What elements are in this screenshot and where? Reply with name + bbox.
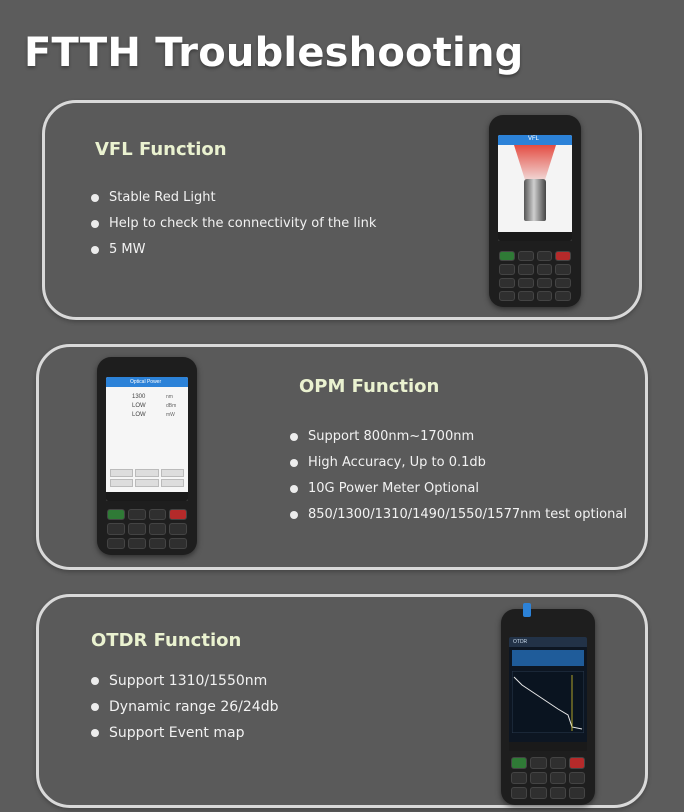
vfl-card	[42, 100, 642, 320]
list-item: Help to check the connectivity of the link	[91, 216, 376, 242]
list-item: Dynamic range 26/24db	[91, 699, 278, 725]
vfl-feature-list	[91, 190, 376, 268]
screen-appbar: Optical Power	[106, 377, 188, 387]
list-item: Stable Red Light	[91, 190, 376, 216]
bullet-icon	[290, 485, 298, 493]
flashlight-icon	[524, 179, 546, 221]
otdr-device-image	[501, 609, 595, 805]
opm-card	[36, 344, 648, 570]
list-item: Support 1310/1550nm	[91, 673, 278, 699]
vfl-device-image	[489, 115, 581, 307]
list-item: High Accuracy, Up to 0.1db	[290, 455, 627, 481]
screen-navbar	[106, 492, 188, 501]
opm-buttons	[110, 469, 184, 487]
bullet-icon	[290, 511, 298, 519]
screen-appbar: VFL	[498, 135, 572, 145]
bullet-icon	[91, 677, 99, 685]
bullet-icon	[91, 703, 99, 711]
otdr-feature-list	[91, 673, 278, 751]
list-item: 850/1300/1310/1490/1550/1577nm test optional	[290, 507, 627, 533]
opm-title: OPM Function	[299, 376, 440, 397]
otdr-card	[36, 594, 648, 808]
list-item: 10G Power Meter Optional	[290, 481, 627, 507]
bullet-icon	[91, 729, 99, 737]
bullet-icon	[290, 433, 298, 441]
list-item: Support Event map	[91, 725, 278, 751]
bullet-icon	[91, 194, 99, 202]
opm-readings: 1300 LOW LOW	[132, 394, 146, 418]
bullet-icon	[91, 246, 99, 254]
list-item: Support 800nm~1700nm	[290, 429, 627, 455]
otdr-title: OTDR Function	[91, 630, 242, 651]
keypad	[499, 251, 571, 301]
vfl-title: VFL Function	[95, 139, 227, 160]
page-title: FTTH Troubleshooting	[24, 30, 524, 76]
screen-appbar: OTDR	[509, 637, 587, 647]
keypad	[107, 509, 187, 549]
fiber-connector-icon	[523, 603, 531, 617]
bullet-icon	[290, 459, 298, 467]
bullet-icon	[91, 220, 99, 228]
otdr-params-table	[512, 650, 584, 666]
screen-navbar	[509, 742, 587, 751]
opm-feature-list	[290, 429, 627, 533]
opm-units: nm dBm mW	[166, 394, 177, 418]
keypad	[511, 757, 585, 799]
list-item: 5 MW	[91, 242, 376, 268]
screen-navbar	[498, 232, 572, 241]
opm-device-image	[97, 357, 197, 555]
otdr-trace	[512, 671, 584, 733]
